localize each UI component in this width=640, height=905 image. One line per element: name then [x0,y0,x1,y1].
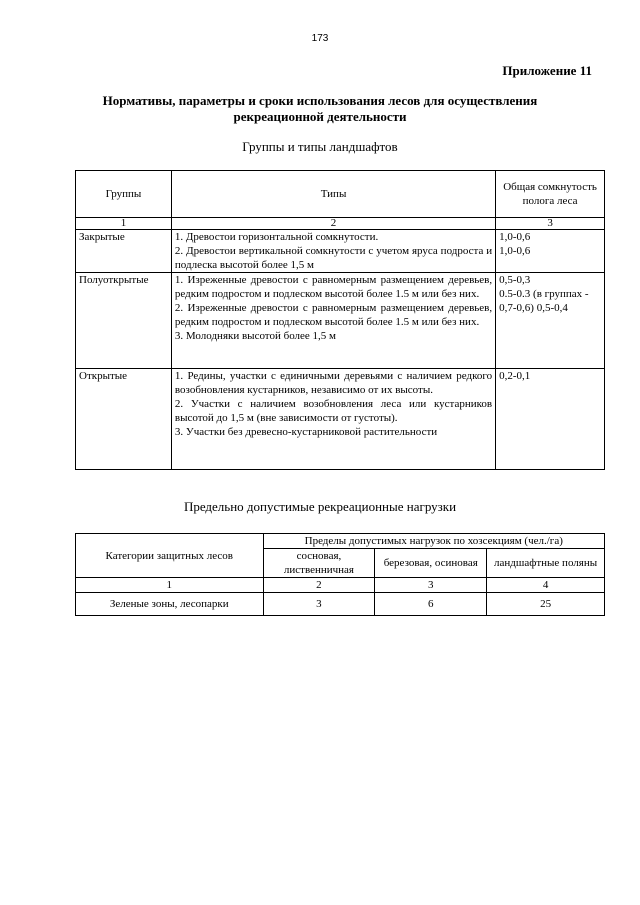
recreational-loads-table [75,533,605,616]
coverage-cell [496,273,605,369]
table-row [76,369,605,470]
types-cell [171,230,495,273]
header-load-limits: Пределы допустимых нагрузок по хозсекциям (чел./га) [263,534,605,549]
page-number: 173 [311,33,329,44]
group-name: Полуоткрытые [76,273,172,369]
type-item: 3. Молодняки высотой более 1,5 м [174,330,337,342]
coverage-value: 1,0-0,6 [499,231,531,243]
subheader-birch: березовая, осиновая [375,549,487,578]
section-title-loads: Предельно допустимые рекреационные нагрузки [183,499,457,514]
coverage-value: 0.5-0.3 (в группах - 0,7-0,6) 0,5-0,4 [499,288,589,314]
type-item: 1. Редины, участки с единичными деревьями с наличием редкого возобновления кустарников, независимо от их высоты. [174,370,493,396]
type-item: 2. Древостои вертикальной сомкнутости с учетом яруса подроста и подлеска высотой более 1,5 м [174,245,493,271]
load-value: 3 [263,593,375,616]
load-value: 6 [375,593,487,616]
load-value: 25 [487,593,605,616]
col-number: 3 [496,218,605,230]
col-number: 3 [375,578,487,593]
subheader-glades: ландшафтные поляны [487,549,605,578]
document-title: Нормативы, параметры и сроки использования лесов для осуществления рекреационной деятельности [102,93,538,124]
col-number: 2 [171,218,495,230]
coverage-cell [496,230,605,273]
col-number: 1 [76,218,172,230]
header-category: Категории защитных лесов [76,534,264,578]
table-header-row [76,171,605,218]
type-item: 2. Изреженные древостои с равномерным размещением деревьев, редким подростом и подлеском высотой более 1.5 м или без них. [174,302,493,328]
table-row [76,593,605,616]
type-item: 1. Древостои горизонтальной сомкнутости. [174,231,379,243]
col-number: 2 [263,578,375,593]
coverage-value: 0,5-0,3 [499,274,531,286]
table-number-row [76,578,605,593]
group-name: Открытые [76,369,172,470]
header-types: Типы [171,171,495,218]
category-name: Зеленые зоны, лесопарки [76,593,264,616]
header-coverage: Общая сомкнутость полога леса [496,171,605,218]
landscapes-table [75,170,605,470]
table-row [76,230,605,273]
table-row [76,273,605,369]
section-title-landscapes: Группы и типы ландшафтов [242,139,398,154]
types-cell [171,369,495,470]
table-number-row [76,218,605,230]
type-item: 2. Участки с наличием возобновления леса или кустарников высотой до 1,5 м (вне зависимости от густоты). [174,398,493,424]
coverage-value: 0,2-0,1 [499,370,531,382]
group-name: Закрытые [76,230,172,273]
col-number: 1 [76,578,264,593]
appendix-label: Приложение 11 [502,63,592,78]
coverage-value: 1,0-0,6 [499,245,531,257]
subheader-pine: сосновая, лиственничная [263,549,375,578]
types-cell [171,273,495,369]
type-item: 3. Участки без древесно-кустарниковой растительности [174,426,438,438]
table-header-row [76,534,605,549]
header-groups: Группы [76,171,172,218]
type-item: 1. Изреженные древостои с равномерным размещением деревьев, редким подростом и подлеском высотой более 1.5 м или без них. [174,274,493,300]
col-number: 4 [487,578,605,593]
coverage-cell [496,369,605,470]
